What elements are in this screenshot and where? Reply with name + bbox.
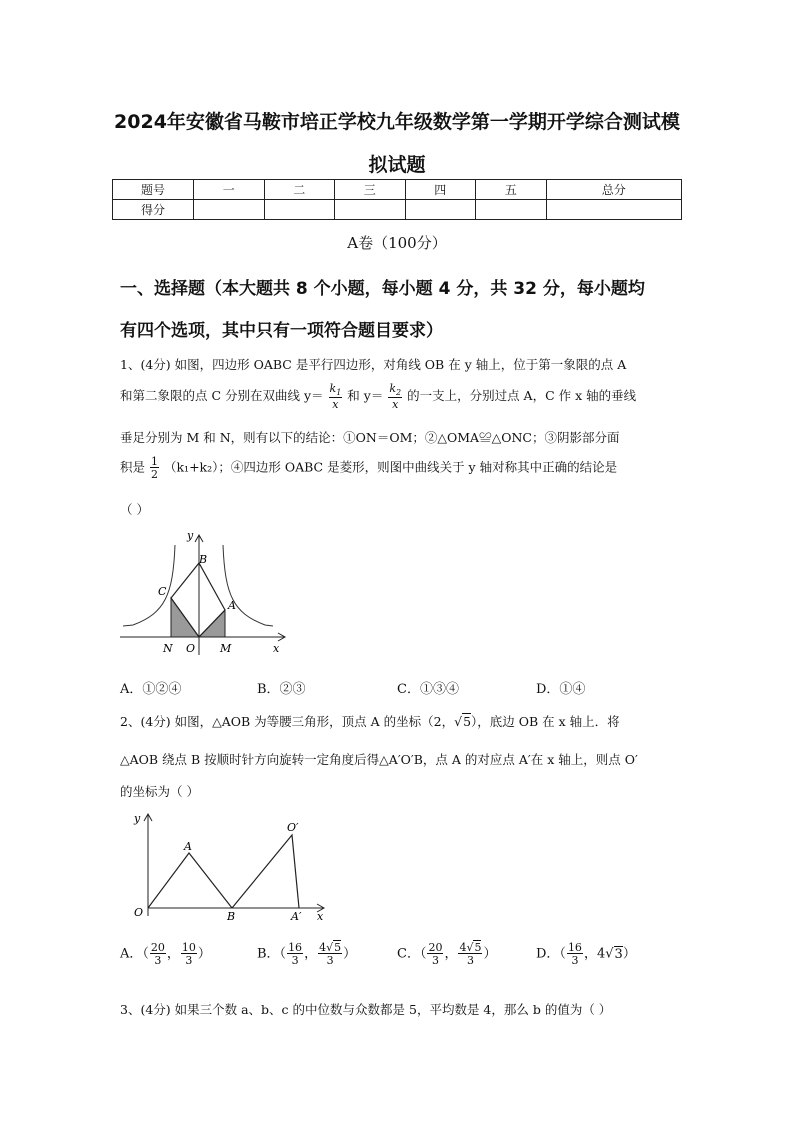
- q1-text: 和 y＝: [347, 388, 384, 404]
- option-end: ）: [343, 946, 357, 962]
- label-o-prime: O′: [287, 821, 299, 834]
- option-label: B．（: [257, 946, 287, 962]
- q2-option-c[interactable]: [397, 942, 497, 966]
- numerator: 20: [150, 941, 165, 954]
- option-label: A．（: [120, 946, 149, 962]
- q1-answer-paren: （ ）: [120, 502, 149, 517]
- hyperbola-second-quadrant: [123, 545, 175, 626]
- coefficient: 4: [319, 941, 327, 954]
- q2-text: ），底边 OB 在 x 轴上．将: [471, 714, 620, 729]
- numerator: k: [389, 382, 396, 395]
- denominator: 2: [151, 468, 158, 481]
- section-heading-line1: 一、选择题（本大题共 8 个小题，每小题 4 分，共 32 分，每小题均: [120, 279, 645, 299]
- separator: ，: [304, 946, 318, 962]
- numerator: 4√5: [319, 941, 342, 954]
- label-o: O: [186, 642, 196, 655]
- fraction: [458, 942, 482, 966]
- option-label: C．（: [397, 946, 427, 962]
- score-table-cell: 一: [194, 180, 265, 200]
- q1-option-c[interactable]: C．①③④: [397, 682, 459, 697]
- hyperbola-first-quadrant: [223, 545, 273, 626]
- q2-text: 2、(4分) 如图，△AOB 为等腰三角形，顶点 A 的坐标（2，: [120, 714, 455, 729]
- q1-option-a[interactable]: A．①②④: [120, 682, 182, 697]
- label-a-prime: A′: [291, 910, 302, 923]
- q1-text: 和第二象限的点 C 分别在双曲线 y＝: [120, 388, 324, 404]
- fraction: [287, 942, 303, 966]
- label-x: x: [273, 642, 280, 655]
- fraction: [150, 942, 166, 966]
- fraction: [427, 942, 443, 966]
- q1-text: （k₁+k₂）；④四边形 OABC 是菱形，则图中曲线关于 y 轴对称其中正确的结论是: [163, 459, 618, 475]
- q2-option-a[interactable]: [120, 942, 211, 966]
- denominator: 3: [326, 954, 334, 967]
- score-input-cell[interactable]: [264, 200, 335, 220]
- score-table-header-row: [113, 180, 682, 200]
- document-title-line1: 2024年安徽省马鞍市培正学校九年级数学第一学期开学综合测试模: [114, 111, 680, 133]
- option-label: D．（: [536, 946, 566, 962]
- q1-option-d[interactable]: D．①④: [536, 682, 586, 697]
- q1-option-b[interactable]: B．②③: [257, 682, 306, 697]
- q1-text: 积是: [120, 459, 146, 475]
- label-x: x: [317, 910, 324, 923]
- volume-heading: A卷（100分）: [347, 234, 447, 252]
- label-n: N: [163, 642, 173, 655]
- separator: ，: [444, 946, 458, 962]
- option-end: ）: [197, 946, 211, 962]
- q3-line1: 3、(4分) 如果三个数 a、b、c 的中位数与众数都是 5，平均数是 4，那么 b 的值为（ ）: [120, 1002, 612, 1017]
- score-input-cell[interactable]: [194, 200, 265, 220]
- score-input-cell[interactable]: [335, 200, 406, 220]
- score-table-cell: 二: [264, 180, 335, 200]
- fraction-k2-over-x: [388, 383, 402, 410]
- q1-line1: 1、(4分) 如图，四边形 OABC 是平行四边形，对角线 OB 在 y 轴上，位于第一象限的点 A: [120, 357, 627, 372]
- fraction: [181, 942, 197, 966]
- denominator: x: [392, 398, 399, 412]
- coefficient: 4: [459, 941, 467, 954]
- score-table-cell: 总分: [546, 180, 682, 200]
- subscript: 2: [395, 388, 402, 398]
- label-a: A: [228, 599, 236, 612]
- score-table: [112, 179, 682, 220]
- numerator: 16: [567, 941, 582, 954]
- fraction-one-half: [150, 456, 159, 480]
- q1-figure: [115, 525, 290, 660]
- subscript: 1: [336, 388, 342, 398]
- numerator: 1: [151, 455, 158, 468]
- q2-option-d[interactable]: D．（ $\frac{16}{3}$ ，4√3）: [536, 941, 636, 967]
- q1-line4: [120, 456, 617, 480]
- score-input-cell[interactable]: [546, 200, 682, 220]
- label-b: B: [227, 910, 236, 923]
- separator: ，: [583, 946, 597, 962]
- triangle-a2o2b: [232, 835, 299, 908]
- q1-text: 的一支上，分别过点 A，C 作 x 轴的垂线: [407, 388, 637, 404]
- q1-line2: [120, 383, 636, 410]
- denominator: 3: [185, 954, 193, 967]
- denominator: x: [332, 398, 339, 412]
- numerator: 16: [288, 941, 303, 954]
- label-y: y: [134, 812, 141, 825]
- label-b: B: [199, 553, 208, 566]
- document-title-line2: 拟试题: [368, 154, 426, 176]
- fraction: [567, 942, 583, 966]
- section-heading-line2: 有四个选项，其中只有一项符合题目要求）: [120, 321, 443, 341]
- score-input-cell[interactable]: [476, 200, 547, 220]
- q2-figure: [118, 808, 333, 923]
- sqrt-radicand: 5: [334, 941, 342, 954]
- score-table-score-row: [113, 200, 682, 220]
- sqrt-radicand: 5: [463, 714, 472, 729]
- numerator: k: [329, 382, 337, 395]
- score-table-cell: 题号: [113, 180, 194, 200]
- score-table-cell: 三: [335, 180, 406, 200]
- sqrt-radicand: 5: [474, 941, 482, 954]
- denominator: 3: [571, 954, 579, 967]
- sqrt-sign: √: [454, 714, 463, 729]
- score-input-cell[interactable]: [405, 200, 476, 220]
- q2-line1: [120, 712, 620, 730]
- separator: ，: [166, 946, 180, 962]
- fraction: [318, 942, 342, 966]
- denominator: 3: [431, 954, 439, 967]
- score-table-cell: 得分: [113, 200, 194, 220]
- label-y: y: [187, 529, 194, 542]
- option-end: ）: [483, 946, 497, 962]
- label-a: A: [184, 840, 192, 853]
- label-o: O: [134, 906, 144, 919]
- q1-line3: 垂足分别为 M 和 N，则有以下的结论：①ON＝OM；②△OMA≌△ONC；③阴影部分面: [120, 430, 620, 445]
- coefficient: 4: [596, 946, 606, 962]
- numerator: 4√5: [459, 941, 482, 954]
- label-m: M: [220, 642, 232, 655]
- denominator: 3: [291, 954, 299, 967]
- score-table-cell: 五: [476, 180, 547, 200]
- numerator: 10: [181, 941, 196, 954]
- fraction-k1-over-x: [329, 383, 343, 410]
- label-c: C: [158, 585, 167, 598]
- q2-option-b[interactable]: [257, 942, 356, 966]
- option-end: ）: [622, 946, 636, 962]
- denominator: 3: [154, 954, 162, 967]
- denominator: 3: [466, 954, 474, 967]
- q2-line2: △AOB 绕点 B 按顺时针方向旋转一定角度后得△A′O′B，点 A 的对应点 A′在 x 轴上，则点 O′: [120, 752, 638, 767]
- sqrt-radicand: 3: [614, 946, 623, 962]
- triangle-aob: [148, 853, 232, 908]
- q2-line3: 的坐标为（ ）: [120, 784, 199, 799]
- score-table-cell: 四: [405, 180, 476, 200]
- numerator: 20: [428, 941, 443, 954]
